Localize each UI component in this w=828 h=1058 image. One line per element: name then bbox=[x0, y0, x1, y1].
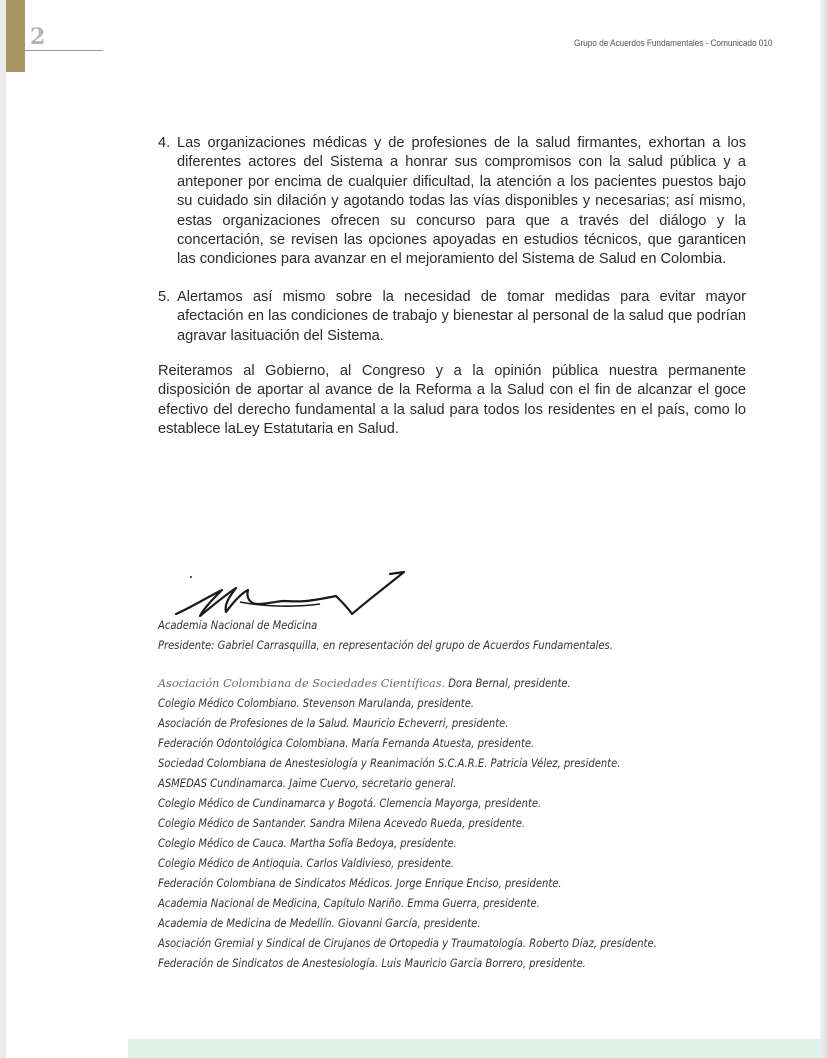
signatory-person: Luis Mauricio García Borrero, presidente. bbox=[381, 957, 586, 970]
item-number: 4. bbox=[158, 135, 171, 151]
page-accent-tab bbox=[6, 0, 25, 72]
signatory-person: Jorge Enrique Enciso, presidente. bbox=[396, 877, 562, 890]
signature-organization: Academia Nacional de Medicina bbox=[158, 619, 318, 632]
signatory-org: Federación de Sindicatos de Anestesiología. bbox=[158, 957, 379, 970]
item-text: Las organizaciones médicas y de profesiones de la salud firmantes, exhortan a los diferentes actores del Sistema a honrar sus compromisos con la salud pública y a anteponer por encima de cualquier dificultad, la atención a los pacientes puestos bajo su cuidado sin dilación y agotando todas las vías disponibles y necesarias; así mismo, estas organizaciones ofrecen su concurso para que a través del diálogo y la concertación, se revisen las opciones apoyadas en estudios técnicos, que garanticen las condiciones para avanzar en el mejoramiento del Sistema de Salud en Colombia. bbox=[177, 135, 746, 268]
signatory-org: Academia Nacional de Medicina, Capítulo Nariño. bbox=[158, 897, 405, 910]
signatories-block bbox=[158, 616, 657, 974]
signatory-line bbox=[158, 874, 657, 894]
signatory-person: Patricia Vélez, presidente. bbox=[490, 757, 621, 770]
signatory-line bbox=[158, 954, 657, 974]
signatory-person: Emma Guerra, presidente. bbox=[407, 897, 540, 910]
signatory-org: Colegio Médico de Antioquia. bbox=[158, 857, 304, 870]
signatory-org: Colegio Médico Colombiano. bbox=[158, 697, 300, 710]
item-number: 5. bbox=[158, 289, 171, 305]
numbered-item-5 bbox=[158, 288, 746, 346]
closing-paragraph: Reiteramos al Gobierno, al Congreso y a la opinión pública nuestra permanente disposición de aportar al avance de la Reforma a la Salud con el fin de alcanzar el goce efectivo del derecho fundamental a la salud para todos los residentes en el país, como lo establece laLey Estatutaria en Salud. bbox=[158, 363, 746, 438]
header-title: Grupo de Acuerdos Fundamentales - Comunicado 010 bbox=[573, 38, 772, 49]
signatory-org: Academia de Medicina de Medellín. bbox=[158, 917, 335, 930]
signatory-line bbox=[158, 674, 657, 694]
signatory-line bbox=[158, 734, 657, 754]
signatory-org: Asociación de Profesiones de la Salud. bbox=[158, 717, 350, 730]
signatory-org: ASMEDAS Cundinamarca. bbox=[158, 777, 286, 790]
signatory-person: Sandra Milena Acevedo Rueda, presidente. bbox=[309, 817, 526, 830]
signatory-org: Federación Odontológica Colombiana. bbox=[158, 737, 349, 750]
signatory-person: Martha Sofía Bedoya, presidente. bbox=[290, 837, 457, 850]
signatory-org: Federación Colombiana de Sindicatos Médicos. bbox=[158, 877, 393, 890]
signatory-person: Roberto Díaz, presidente. bbox=[529, 937, 657, 950]
signatory-org: Asociación Colombiana de Sociedades Científicas. bbox=[158, 677, 446, 690]
signatory-org: Colegio Médico de Cauca. bbox=[158, 837, 287, 850]
item-text: Alertamos así mismo sobre la necesidad de tomar medidas para evitar mayor afectación en las condiciones de trabajo y bienestar al personal de la salud que podrían agravar lasituación del Sistema. bbox=[177, 289, 746, 344]
signatory-line bbox=[158, 714, 657, 734]
signatory-line bbox=[158, 834, 657, 854]
signatory-line bbox=[158, 894, 657, 914]
signatory-person: Giovanni García, presidente. bbox=[337, 917, 481, 930]
signatory-line bbox=[158, 794, 657, 814]
signatory-line bbox=[158, 754, 657, 774]
signature-role: Presidente: Gabriel Carrasquilla, en representación del grupo de Acuerdos Fundamentales. bbox=[158, 639, 613, 652]
signatory-person: Dora Bernal, presidente. bbox=[448, 677, 571, 690]
signatory-person: Jaime Cuervo, secretario general. bbox=[289, 777, 457, 790]
signatory-org: Sociedad Colombiana de Anestesiología y Reanimación S.C.A.R.E. bbox=[158, 757, 488, 770]
signatory-org: Colegio Médico de Cundinamarca y Bogotá. bbox=[158, 797, 377, 810]
signatory-line bbox=[158, 814, 657, 834]
page-number: 2 bbox=[30, 24, 46, 50]
signatory-line bbox=[158, 854, 657, 874]
page-number-rule bbox=[25, 50, 103, 51]
numbered-item-4 bbox=[158, 134, 746, 270]
signatory-person: María Fernanda Atuesta, presidente. bbox=[351, 737, 535, 750]
signatory-line bbox=[158, 774, 657, 794]
signatory-line bbox=[158, 934, 657, 954]
page-edge-shadow bbox=[820, 0, 828, 1058]
signatory-person: Mauricio Echeverri, presidente. bbox=[352, 717, 509, 730]
signatory-person: Clemencia Mayorga, presidente. bbox=[379, 797, 542, 810]
signatory-person: Carlos Valdivieso, presidente. bbox=[306, 857, 455, 870]
signatory-person: Stevenson Marulanda, presidente. bbox=[302, 697, 475, 710]
signatory-line bbox=[158, 694, 657, 714]
footer-band bbox=[128, 1039, 822, 1058]
signatory-org: Asociación Gremial y Sindical de Cirujanos de Ortopedia y Traumatología. bbox=[158, 937, 527, 950]
signatory-org: Colegio Médico de Santander. bbox=[158, 817, 307, 830]
signatory-line bbox=[158, 914, 657, 934]
